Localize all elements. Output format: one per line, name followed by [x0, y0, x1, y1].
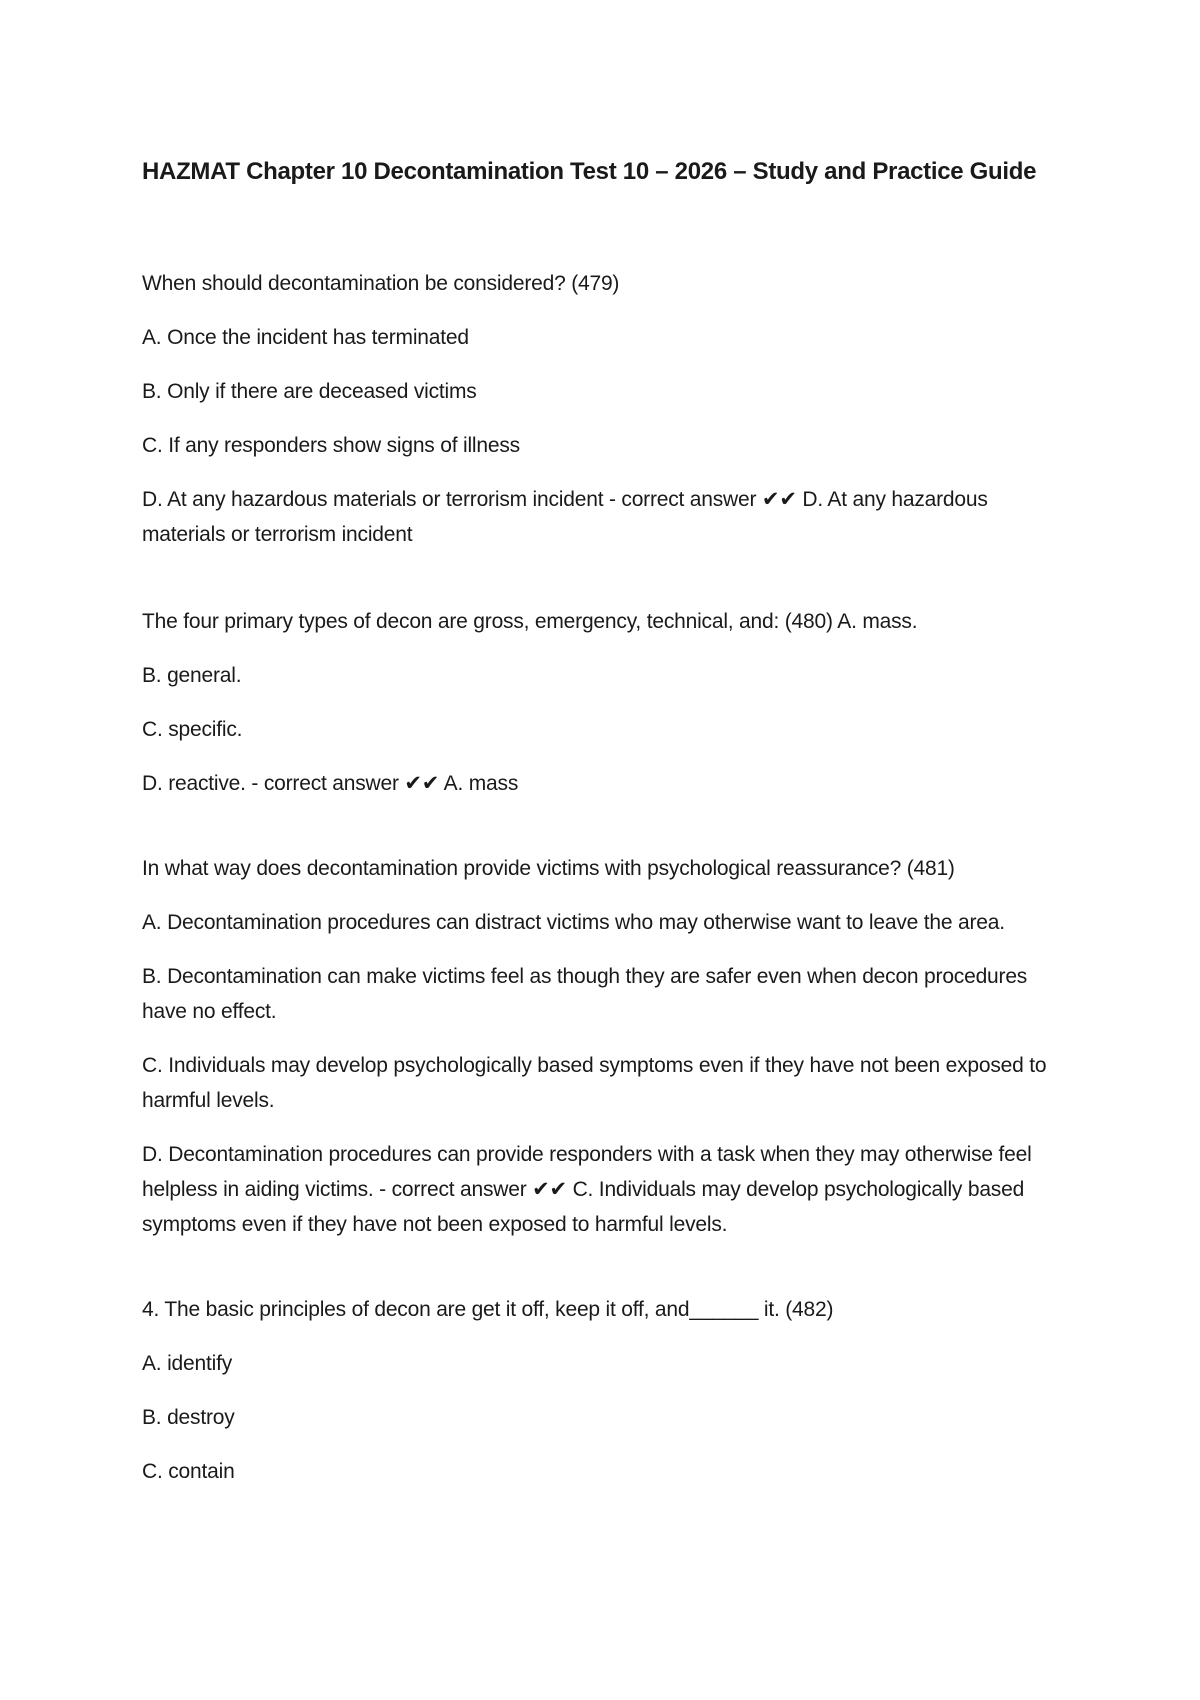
question-block [142, 266, 1072, 552]
answer-option: C. Individuals may develop psychologically based symptoms even if they have not been exposed to harmful levels. [142, 1054, 1047, 1112]
answer-option-with-key: D. reactive. - correct answer ✔✔ A. mass [142, 772, 519, 795]
answer-option: B. destroy [142, 1406, 235, 1429]
answer-option-with-key: D. At any hazardous materials or terrorism incident - correct answer ✔✔ D. At any hazardous materials or terrorism incident [142, 488, 988, 546]
answer-option: A. identify [142, 1352, 233, 1375]
document-title: HAZMAT Chapter 10 Decontamination Test 10 – 2026 – Study and Practice Guide [142, 158, 1037, 185]
answer-option: C. contain [142, 1460, 235, 1483]
answer-option: C. specific. [142, 718, 243, 741]
answer-option: B. Decontamination can make victims feel as though they are safer even when decon procedures have no effect. [142, 965, 1028, 1023]
question-list [142, 266, 1072, 1537]
answer-option: B. general. [142, 664, 242, 687]
answer-option: A. Decontamination procedures can distract victims who may otherwise want to leave the area. [142, 911, 1005, 934]
question-block [142, 1292, 1072, 1489]
question-block [142, 851, 1072, 1242]
question-text: The four primary types of decon are gross, emergency, technical, and: (480) A. mass. [142, 610, 918, 633]
answer-option: B. Only if there are deceased victims [142, 380, 477, 403]
question-text: When should decontamination be considered? (479) [142, 272, 620, 295]
question-block [142, 604, 1072, 801]
answer-option: A. Once the incident has terminated [142, 326, 469, 349]
answer-option: C. If any responders show signs of illness [142, 434, 520, 457]
question-text: In what way does decontamination provide victims with psychological reassurance? (481) [142, 857, 955, 880]
question-text: 4. The basic principles of decon are get it off, keep it off, and______ it. (482) [142, 1298, 834, 1321]
answer-option-with-key: D. Decontamination procedures can provide responders with a task when they may otherwise feel helpless in aiding victims. - correct answer ✔✔ C. Individuals may develop psychologically based symptoms even if they have not been exposed to harmful levels. [142, 1143, 1032, 1236]
